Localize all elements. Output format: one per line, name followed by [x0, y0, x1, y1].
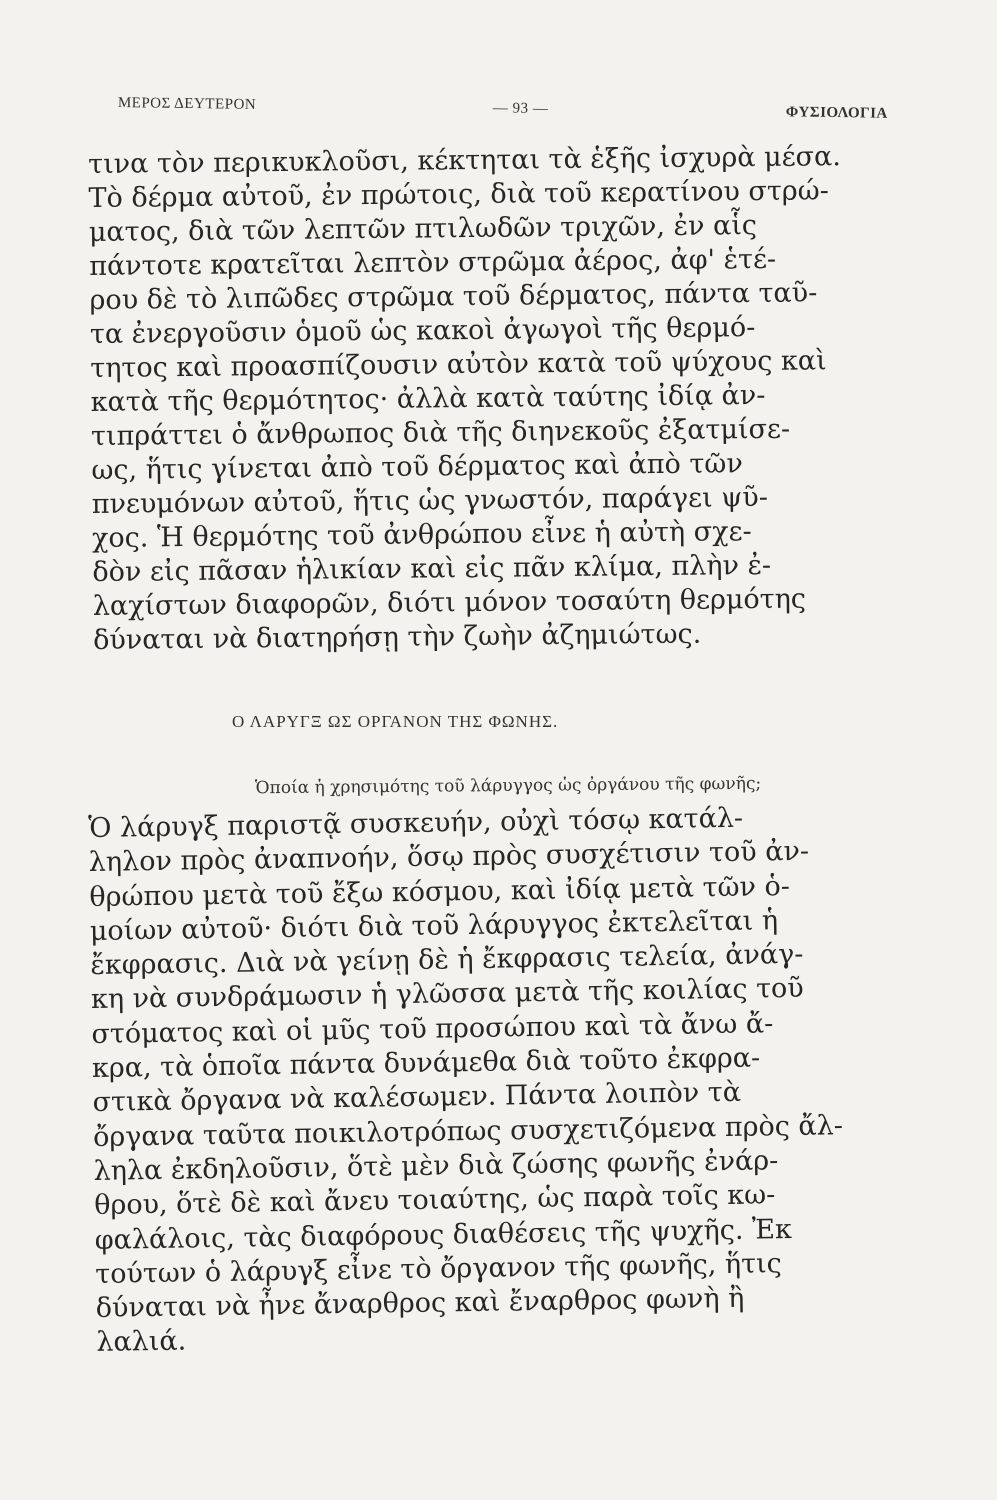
text-line: πνευμόνων αὐτοῦ, ἥτις ὡς γνωστόν, παράγει ψῦ-: [91, 481, 769, 520]
text-line: ληλον πρὸς ἀναπνοήν, ὅσῳ πρὸς συσχέτισιν τοῦ ἀν-: [88, 835, 810, 879]
text-line: δύναται νὰ ἦνε ἄναρθρος καὶ ἔναρθρος φωνὴ ἢ: [95, 1282, 745, 1325]
section-question: Ὁποία ἡ χρησιμότης τοῦ λάρυγγος ὡς ὀργάνου τῆς φωνῆς;: [254, 773, 762, 799]
text-line: τιπράττει ὁ ἄνθρωπος διὰ τῆς διηνεκοῦς ἐξατμίσε-: [90, 413, 791, 452]
text-line: δύναται νὰ διατηρήσῃ τὴν ζωὴν ἀζημιώτως.: [92, 618, 702, 656]
text-line: στόματος καὶ οἱ μῦς τοῦ προσώπου καὶ τὰ ἄνω ἄ-: [91, 1008, 774, 1050]
text-line: θρώπου μετὰ τοῦ ἔξω κόσμου, καὶ ἰδίᾳ μετὰ τῶν ὁ-: [89, 870, 791, 913]
text-line: τούτων ὁ λάρυγξ εἶνε τὸ ὄργανον τῆς φωνῆς, ἥτις: [95, 1248, 782, 1290]
text-line: ρου δὲ τὸ λιπῶδες στρῶμα τοῦ δέρματος, πάντα ταῦ-: [89, 277, 818, 316]
text-line: μοίων αὐτοῦ· διότι διὰ τοῦ λάρυγγος ἐκτελεῖται ἡ: [89, 905, 779, 947]
text-line: δὸν εἰς πᾶσαν ἡλικίαν καὶ εἰς πᾶν κλίμα, πλὴν ἐ-: [92, 549, 772, 588]
text-line: χος. Ἡ θερμότης τοῦ ἀνθρώπου εἶνε ἡ αὐτὴ σχε-: [91, 516, 752, 554]
text-line: τα ἐνεργοῦσιν ὁμοῦ ὡς κακοὶ ἀγωγοὶ τῆς θερμό-: [89, 312, 756, 350]
paragraph-body-2: [88, 801, 844, 1361]
running-head-title: ΦΥΣΙΟΛΟΓΙΑ: [785, 104, 888, 122]
text-line: θρου, ὅτὲ δὲ καὶ ἄνευ τοιαύτης, ὡς παρὰ τοῖς κω-: [93, 1179, 776, 1222]
text-line: στικὰ ὄργανα νὰ καλέσωμεν. Πάντα λοιπὸν τὰ: [92, 1077, 742, 1119]
paragraph-body-1: [88, 141, 842, 658]
text-line: τητος καὶ προασπίζουσιν αὐτὸν κατὰ τοῦ ψύχους καὶ: [90, 345, 827, 384]
text-line: κρα, τὰ ὁποῖα πάντα δυνάμεθα διὰ τοῦτο ἐκφρα-: [91, 1042, 761, 1085]
text-line: ως, ἥτις γίνεται ἀπὸ τοῦ δέρματος καὶ ἀπὸ τῶν: [91, 448, 743, 486]
text-line: Ὁ λάρυγξ παριστᾷ συσκευήν, οὐχὶ τόσῳ κατάλ-: [88, 802, 744, 844]
text-line: ληλα ἐκδηλοῦσιν, ὅτὲ μὲν διὰ ζώσης φωνῆς ἐνάρ-: [93, 1145, 779, 1187]
text-line: ἔκφρασις. Διὰ νὰ γείνῃ δὲ ἡ ἔκφρασις τελεία, ἀνάγ-: [90, 938, 804, 982]
text-line: πάντοτε κρατεῖται λεπτὸν στρῶμα ἀέρος, ἀφ' ἑτέ-: [89, 243, 777, 282]
text-line: φαλάλοις, τὰς διαφόρους διαθέσεις τῆς ψυχῆς. Ἐκ: [94, 1213, 793, 1256]
running-head: [118, 95, 888, 130]
text-line: λαλιά.: [96, 1325, 187, 1359]
text-line: τινα τὸν περικυκλοῦσι, κέκτηται τὰ ἑξῆς ἰσχυρὰ μέσα.: [88, 141, 842, 180]
text-line: λαχίστων διαφορῶν, διότι μόνον τοσαύτη θερμότης: [92, 583, 807, 622]
page-number: — 93 —: [492, 100, 549, 118]
text-line: κη νὰ συνδράμωσιν ἡ γλῶσσα μετὰ τῆς κοιλίας τοῦ: [90, 973, 804, 1016]
text-line: ματος, διὰ τῶν λεπτῶν πτιλωδῶν τριχῶν, ἐν αἷς: [88, 209, 758, 248]
text-line: ὄργανα ταῦτα ποικιλοτρόπως συσχετιζόμενα πρὸς ἄλ-: [92, 1109, 844, 1153]
text-line: Τὸ δέρμα αὐτοῦ, ἐν πρώτοις, διὰ τοῦ κερατίνου στρώ-: [88, 175, 829, 214]
running-head-part: ΜΕΡΟΣ ΔΕΥΤΕΡΟΝ: [117, 95, 257, 113]
section-heading: Ο ΛΑΡΥΓΞ ΩΣ ΟΡΓΑΝΟΝ ΤΗΣ ΦΩΝΗΣ.: [232, 712, 559, 731]
text-line: κατὰ τῆς θερμότητος· ἀλλὰ κατὰ ταύτης ἰδίᾳ ἀν-: [90, 379, 766, 418]
